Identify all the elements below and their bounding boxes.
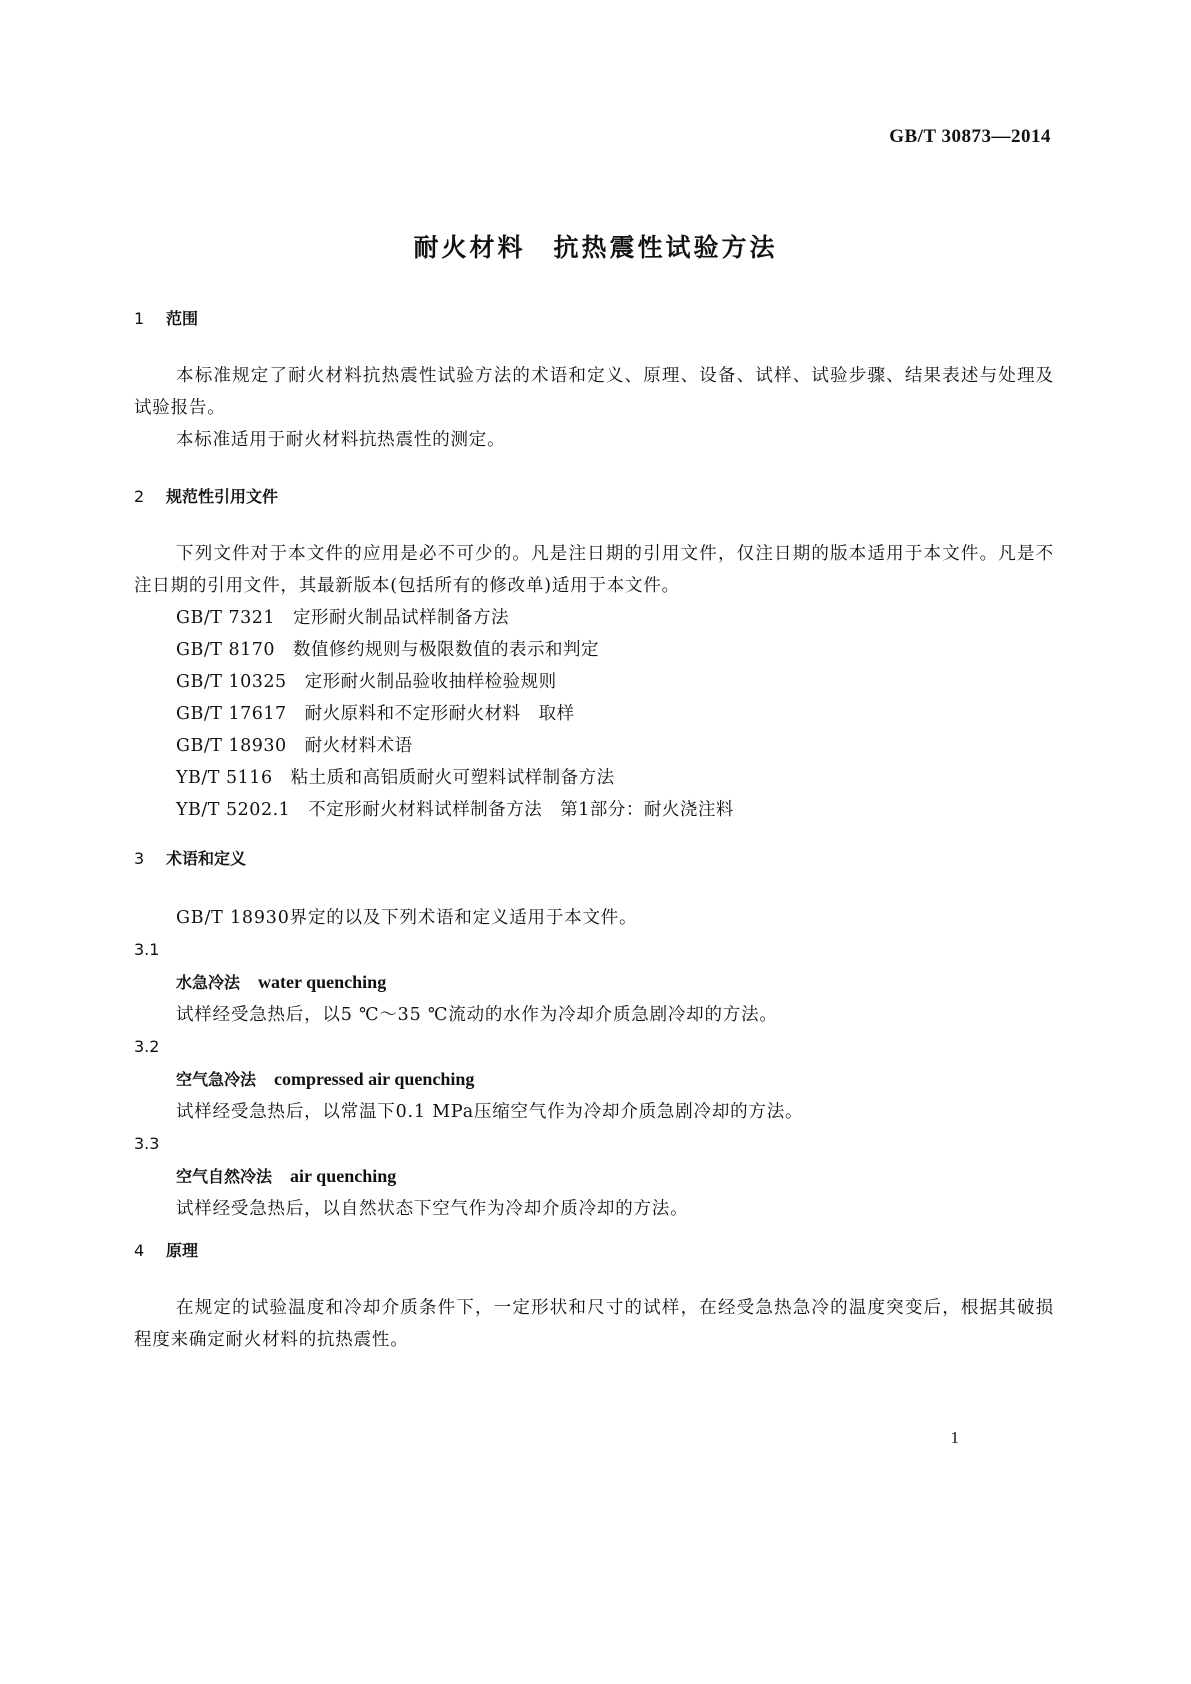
section-title: 范围 (166, 309, 199, 328)
term-en: air quenching (290, 1166, 397, 1186)
term-number: 3.2 (134, 1037, 160, 1056)
term-definition: 试样经受急热后，以常温下0.1 MPa压缩空气作为冷却介质急剧冷却的方法。 (176, 1102, 804, 1122)
section-title: 术语和定义 (166, 849, 247, 868)
section-heading (134, 1240, 1054, 1262)
reference-item: GB/T 10325 定形耐火制品验收抽样检验规则 (176, 672, 557, 692)
section-number: 4 (134, 1241, 145, 1260)
section-heading (134, 848, 1054, 870)
term-zh: 水急冷法 (176, 973, 241, 992)
paragraph: 本标准规定了耐火材料抗热震性试验方法的术语和定义、原理、设备、试样、试验步骤、结果表述与处理及试验报告。 (134, 366, 1054, 418)
section-2 (134, 486, 1054, 508)
term-number: 3.3 (134, 1134, 160, 1153)
section-title: 规范性引用文件 (166, 487, 279, 506)
term-title (134, 966, 1054, 999)
paragraph: 下列文件对于本文件的应用是必不可少的。凡是注日期的引用文件，仅注日期的版本适用于本文件。凡是不注日期的引用文件，其最新版本(包括所有的修改单)适用于本文件。 (134, 544, 1054, 596)
page-number: 1 (950, 1428, 959, 1447)
section-4 (134, 1240, 1054, 1262)
reference-item: YB/T 5116 粘土质和高铝质耐火可塑料试样制备方法 (176, 768, 615, 788)
section-title: 原理 (166, 1241, 199, 1260)
reference-item: GB/T 18930 耐火材料术语 (176, 736, 413, 756)
term-definition: 试样经受急热后，以自然状态下空气作为冷却介质冷却的方法。 (176, 1199, 689, 1219)
section-1 (134, 308, 1054, 330)
section-1-body (134, 360, 1054, 456)
paragraph: 在规定的试验温度和冷却介质条件下，一定形状和尺寸的试样，在经受急热急冷的温度突变后，根据其破损程度来确定耐火材料的抗热震性。 (134, 1298, 1054, 1350)
term-en: water quenching (258, 972, 387, 992)
term-definition: 试样经受急热后，以5 ℃～35 ℃流动的水作为冷却介质急剧冷却的方法。 (176, 1005, 778, 1025)
paragraph: 本标准适用于耐火材料抗热震性的测定。 (176, 430, 506, 450)
reference-item: GB/T 17617 耐火原料和不定形耐火材料 取样 (176, 704, 575, 724)
section-heading (134, 486, 1054, 508)
term-en: compressed air quenching (274, 1069, 475, 1089)
reference-item: GB/T 7321 定形耐火制品试样制备方法 (176, 608, 510, 628)
section-number: 2 (134, 487, 145, 506)
document-title: 耐火材料 抗热震性试验方法 (413, 233, 778, 262)
paragraph: GB/T 18930界定的以及下列术语和定义适用于本文件。 (176, 908, 638, 928)
section-2-body (134, 538, 1054, 826)
term-title (134, 1160, 1054, 1193)
reference-item: YB/T 5202.1 不定形耐火材料试样制备方法 第1部分：耐火浇注料 (176, 800, 734, 820)
section-4-body (134, 1292, 1054, 1356)
section-number: 1 (134, 309, 145, 328)
term-title (134, 1063, 1054, 1096)
reference-item: GB/T 8170 数值修约规则与极限数值的表示和判定 (176, 640, 600, 660)
section-number: 3 (134, 849, 145, 868)
term-zh: 空气自然冷法 (176, 1167, 273, 1186)
term-number: 3.1 (134, 940, 160, 959)
term-zh: 空气急冷法 (176, 1070, 257, 1089)
section-3 (134, 848, 1054, 870)
section-3-body (134, 902, 1054, 1225)
standard-code: GB/T 30873—2014 (889, 126, 1051, 147)
section-heading (134, 308, 1054, 330)
